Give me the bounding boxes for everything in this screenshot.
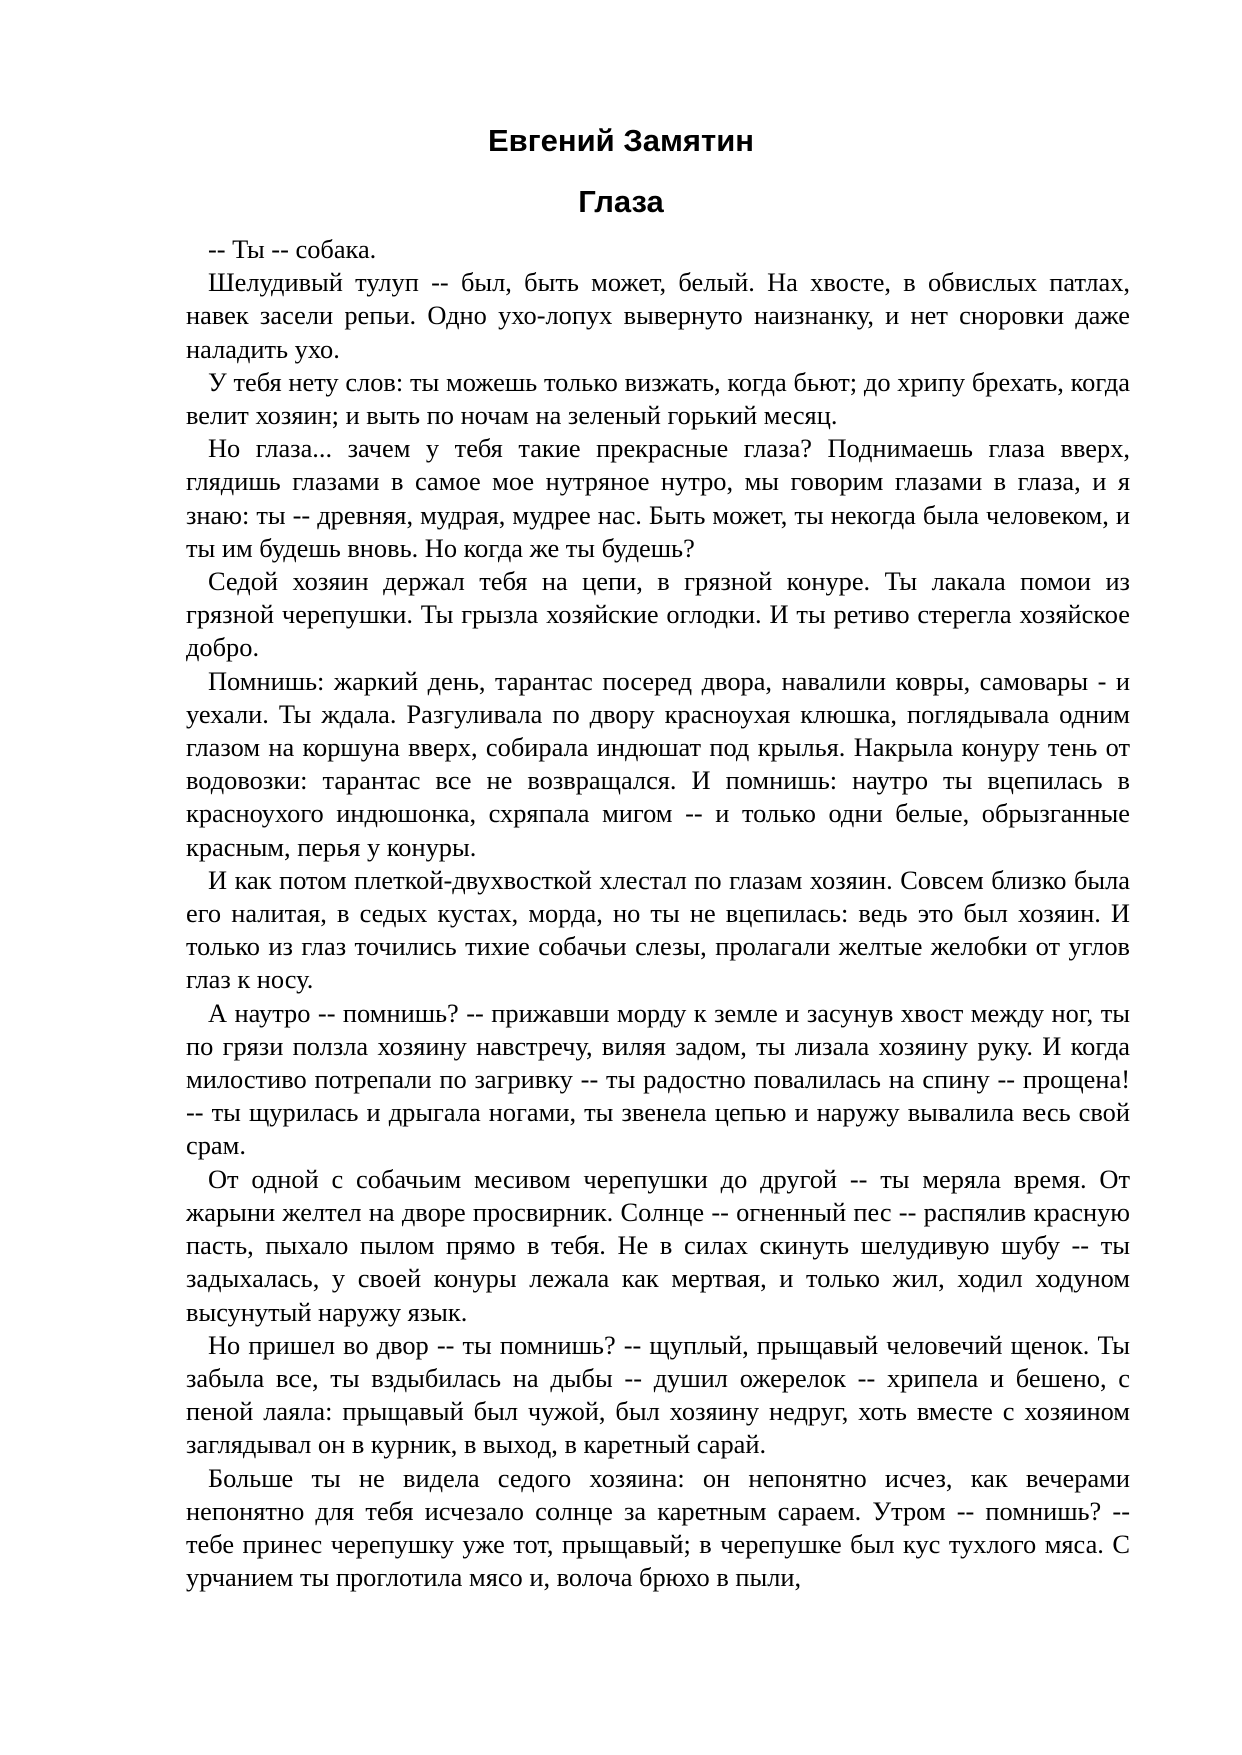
story-title: Глаза	[578, 184, 664, 219]
paragraph: Больше ты не видела седого хозяина: он непонятно исчез, как вечерами непонятно для тебя исчезало солнце за каретным сараем. Утром -- помнишь? -- тебе принес черепушку уже тот, прыщавый; в черепушке был кус тухлого мяса. С урчанием ты проглотила мясо и, волоча брюхо в пыли,	[186, 1462, 1130, 1593]
paragraph: От одной с собачьим месивом черепушки до другой -- ты меряла время. От жарыни желтел на дворе просвирник. Солнце -- огненный пес -- распялив красную пасть, пыхало пылом прямо в тебя. Не в силах скинуть шелудивую шубу -- ты задыхалась, у своей конуры лежала как мертвая, и только жил, ходил ходуном высунутый наружу язык.	[186, 1163, 1130, 1327]
paragraph: Шелудивый тулуп -- был, быть может, белый. На хвосте, в обвислых патлах, навек засели репьи. Одно ухо-лопух вывернуто наизнанку, и нет сноровки даже наладить ухо.	[186, 267, 1130, 364]
paragraph: Помнишь: жаркий день, тарантас посеред двора, навалили ковры, самовары - и уехали. Ты ждала. Разгуливала по двору красноухая клюшка, поглядывала одним глазом на коршуна вверх, собирала индюшат под крылья. Накрыла конуру тень от водовозки: тарантас все не возвращался. И помнишь: наутро ты вцепилась в красноухого индюшонка, схряпала мигом -- и только одни белые, обрызганные красным, перья у конуры.	[186, 665, 1130, 862]
paragraph: А наутро -- помнишь? -- прижавши морду к земле и засунув хвост между ног, ты по грязи ползла хозяину навстречу, виляя задом, ты лизала хозяину руку. И когда милостиво потрепали по загривку -- ты радостно повалилась на спину -- прощена! -- ты щурилась и дрыгала ногами, ты звенела цепью и наружу вывалила весь свой срам.	[186, 997, 1130, 1161]
paragraph: Седой хозяин держал тебя на цепи, в грязной конуре. Ты лакала помои из грязной черепушки. Ты грызла хозяйские оглодки. И ты ретиво стерегла хозяйское добро.	[186, 566, 1130, 663]
story-body	[186, 233, 1130, 1594]
author-name: Евгений Замятин	[488, 123, 754, 158]
paragraph: Но пришел во двор -- ты помнишь? -- щуплый, прыщавый человечий щенок. Ты забыла все, ты вздыбилась на дыбы -- душил ожерелок -- хрипела и бешено, с пеной лаяла: прыщавый был чужой, был хозяину недруг, хоть вместе с хозяином заглядывал он в курник, в выход, в каретный сарай.	[186, 1329, 1130, 1460]
paragraph: -- Ты -- собака.	[208, 234, 377, 264]
paragraph: И как потом плеткой-двухвосткой хлестал по глазам хозяин. Совсем близко была его налитая, в седых кустах, морда, но ты не вцепилась: ведь это был хозяин. И только из глаз точились тихие собачьи слезы, пролагали желтые желобки от углов глаз к носу.	[186, 864, 1130, 995]
paragraph: У тебя нету слов: ты можешь только визжать, когда бьют; до хрипу брехать, когда велит хозяин; и выть по ночам на зеленый горький месяц.	[186, 366, 1130, 431]
paragraph: Но глаза... зачем у тебя такие прекрасные глаза? Поднимаешь глаза вверх, глядишь глазами в самое мое нутряное нутро, мы говорим глазами в глаза, и я знаю: ты -- древняя, мудрая, мудрее нас. Быть может, ты некогда была человеком, и ты им будешь вновь. Но когда же ты будешь?	[186, 433, 1130, 563]
